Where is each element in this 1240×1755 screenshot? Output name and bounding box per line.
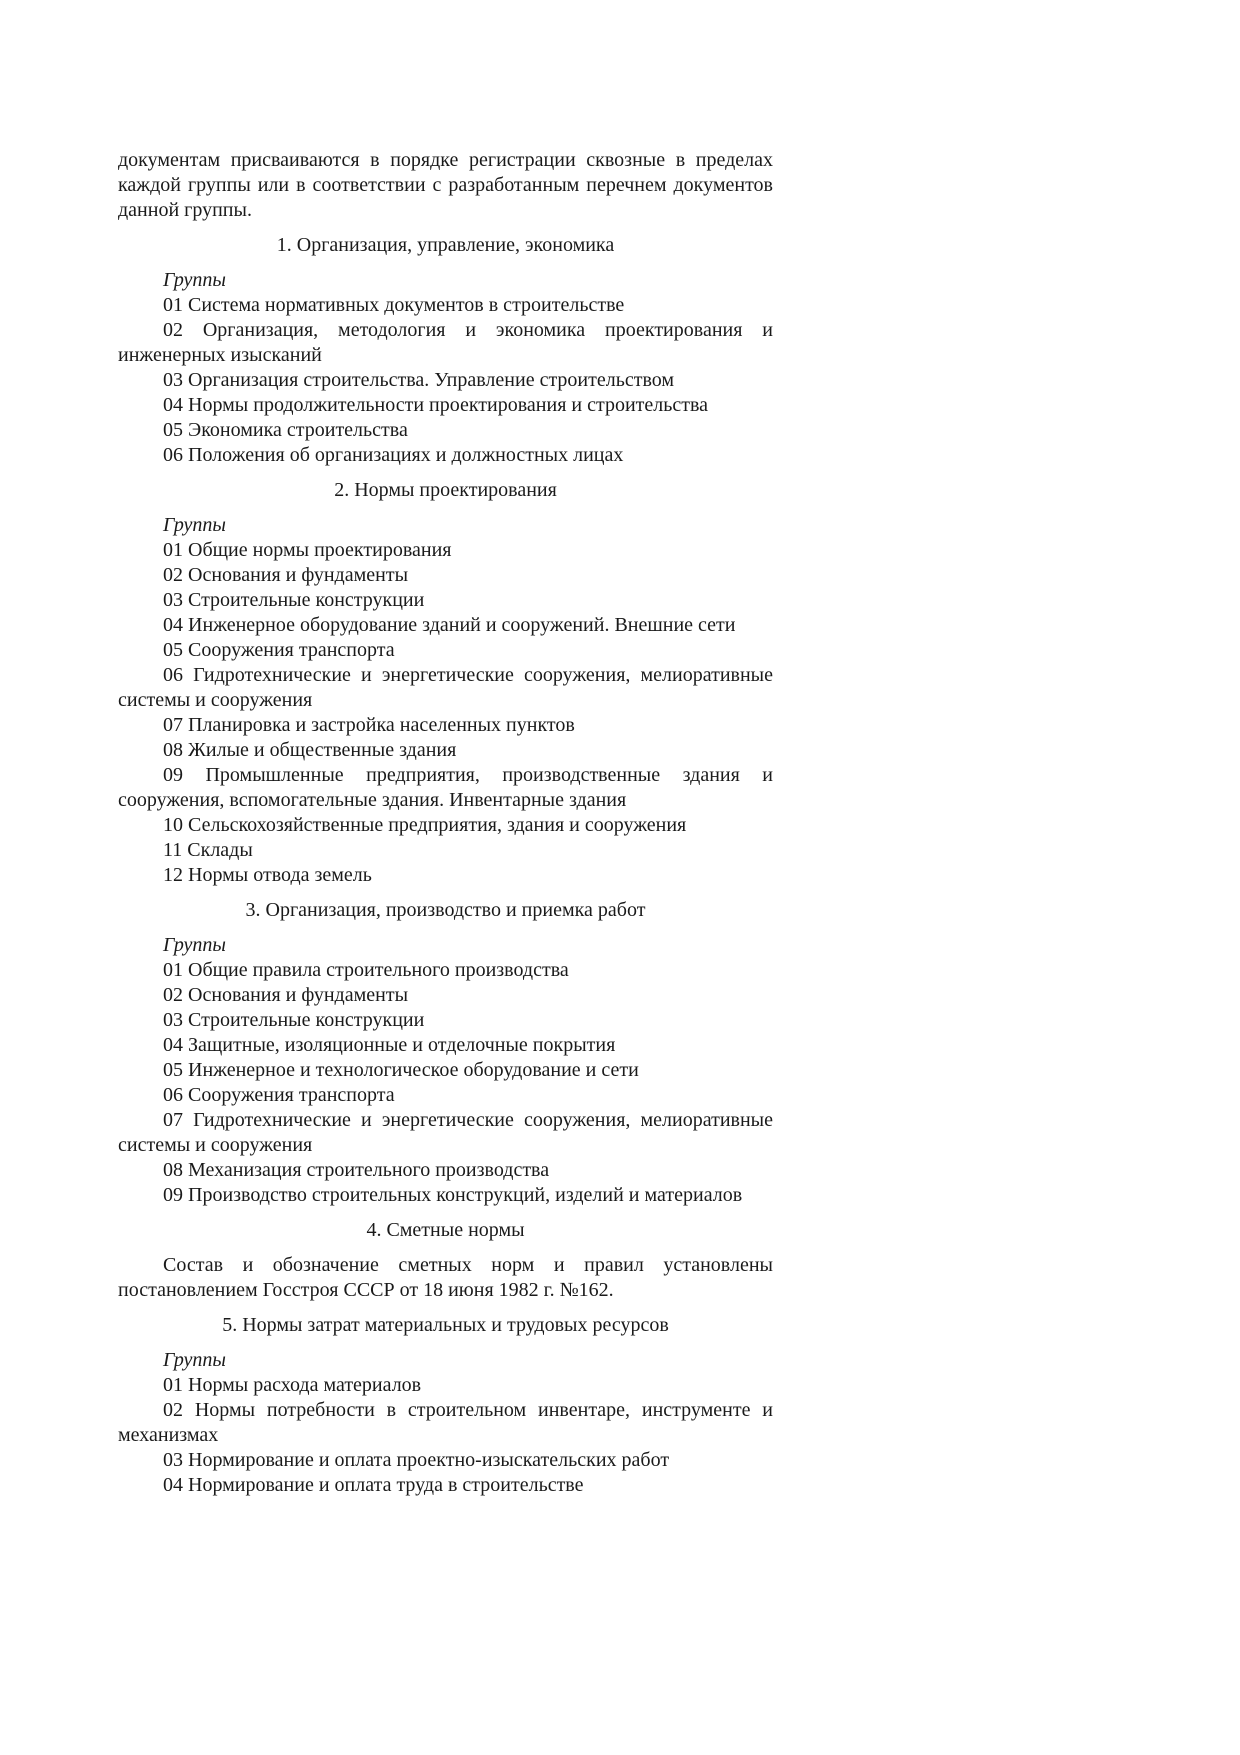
list-item: 07 Гидротехнические и энергетические сооружения, мелиоративные системы и сооружения (118, 1109, 773, 1156)
list-item: 03 Организация строительства. Управление строительством (163, 369, 675, 391)
section-1 (118, 233, 773, 468)
section-paragraph: Состав и обозначение сметных норм и правил установлены постановлением Госстроя СССР от 18 июня 1982 г. №162. (118, 1254, 773, 1301)
list-item: 12 Нормы отвода земель (163, 864, 372, 886)
list-item: 05 Экономика строительства (163, 419, 408, 441)
list-item: 02 Основания и фундаменты (163, 564, 409, 586)
list-item: 03 Строительные конструкции (163, 1009, 425, 1031)
groups-label: Группы (163, 514, 226, 536)
list-item: 01 Общие нормы проектирования (163, 539, 452, 561)
list-item: 04 Инженерное оборудование зданий и сооружений. Внешние сети (163, 614, 736, 636)
list-item: 06 Сооружения транспорта (163, 1084, 395, 1106)
groups-label: Группы (163, 269, 226, 291)
list-item: 01 Нормы расхода материалов (163, 1374, 422, 1396)
intro-paragraph: документам присваиваются в порядке регистрации сквозные в пределах каждой группы или в соответствии с разработанным перечнем документов данной группы. (118, 149, 773, 221)
list-item: 05 Сооружения транспорта (163, 639, 395, 661)
section-heading: 3. Организация, производство и приемка работ (245, 899, 646, 921)
list-item: 09 Производство строительных конструкций, изделий и материалов (163, 1184, 743, 1206)
list-item: 07 Планировка и застройка населенных пунктов (163, 714, 575, 736)
list-item: 02 Основания и фундаменты (163, 984, 409, 1006)
document-page (118, 148, 773, 1498)
list-item: 01 Общие правила строительного производства (163, 959, 569, 981)
list-item: 08 Механизация строительного производства (163, 1159, 550, 1181)
groups-label: Группы (163, 934, 226, 956)
list-item: 04 Нормы продолжительности проектирования и строительства (163, 394, 709, 416)
list-item: 04 Защитные, изоляционные и отделочные покрытия (163, 1034, 616, 1056)
section-heading: 4. Сметные нормы (366, 1219, 525, 1241)
list-item: 06 Положения об организациях и должностных лицах (163, 444, 624, 466)
section-heading: 5. Нормы затрат материальных и трудовых ресурсов (222, 1314, 669, 1336)
list-item: 06 Гидротехнические и энергетические сооружения, мелиоративные системы и сооружения (118, 664, 773, 711)
list-item: 03 Строительные конструкции (163, 589, 425, 611)
list-item: 10 Сельскохозяйственные предприятия, здания и сооружения (163, 814, 687, 836)
section-heading: 1. Организация, управление, экономика (276, 234, 615, 256)
list-item: 01 Система нормативных документов в строительстве (163, 294, 625, 316)
list-item: 05 Инженерное и технологическое оборудование и сети (163, 1059, 639, 1081)
section-heading: 2. Нормы проектирования (334, 479, 557, 501)
list-item: 09 Промышленные предприятия, производственные здания и сооружения, вспомогательные здания. Инвентарные здания (118, 764, 773, 811)
groups-label: Группы (163, 1349, 226, 1371)
section-3 (118, 898, 773, 1208)
list-item: 08 Жилые и общественные здания (163, 739, 457, 761)
section-4 (118, 1218, 773, 1303)
section-2 (118, 478, 773, 888)
list-item: 11 Склады (163, 839, 253, 861)
list-item: 03 Нормирование и оплата проектно-изыскательских работ (163, 1449, 670, 1471)
list-item: 02 Организация, методология и экономика проектирования и инженерных изысканий (118, 319, 773, 366)
list-item: 02 Нормы потребности в строительном инвентаре, инструменте и механизмах (118, 1399, 773, 1446)
section-5 (118, 1313, 773, 1498)
list-item: 04 Нормирование и оплата труда в строительстве (163, 1474, 584, 1496)
